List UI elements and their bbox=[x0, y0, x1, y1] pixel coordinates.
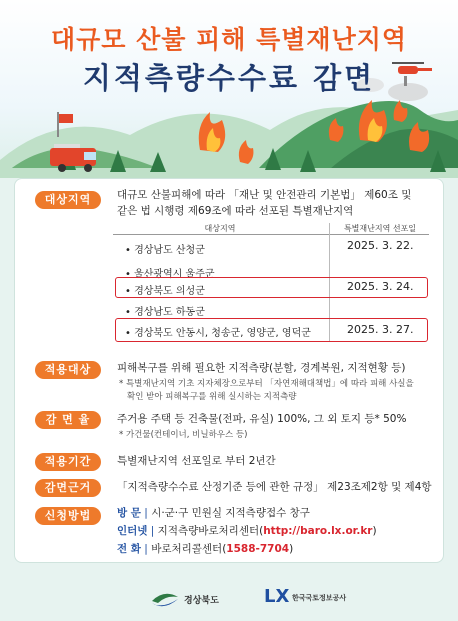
table-date: 2025. 3. 27. bbox=[347, 323, 414, 336]
apply-visit: 방 문 | 시·군·구 민원실 지적측량접수 창구 bbox=[117, 507, 310, 519]
apply-visit-val: 시·군·구 민원실 지적측량접수 창구 bbox=[151, 507, 310, 519]
section-label-apply: 신청방법 bbox=[35, 507, 101, 525]
apply-phone-key: 전 화 bbox=[117, 543, 141, 555]
scope-note-line2: 확인 받아 피해복구를 위해 실시하는 지적측량 bbox=[127, 392, 297, 402]
gyeongbuk-logo-icon bbox=[150, 589, 180, 609]
section-label-scope: 적용대상 bbox=[35, 361, 101, 379]
apply-phone-number[interactable]: 1588-7704 bbox=[226, 543, 290, 555]
title-line2: 지적측량수수료 감면 bbox=[82, 61, 376, 95]
section-label-discount: 감 면 율 bbox=[35, 411, 101, 429]
table-date: 2025. 3. 24. bbox=[347, 280, 414, 293]
table-date: 2025. 3. 22. bbox=[347, 239, 414, 252]
org2-name: 한국국토정보공사 bbox=[292, 594, 347, 602]
apply-internet-key: 인터넷 bbox=[117, 525, 148, 537]
region-table-header bbox=[113, 223, 429, 235]
table-row: • 경상남도 산청군 bbox=[125, 245, 205, 256]
section-label-period: 적용기간 bbox=[35, 453, 101, 471]
target-desc-line2: 같은 법 시행령 제69조에 따라 선포된 특별재난지역 bbox=[117, 205, 354, 217]
apply-phone: 전 화 | 바로처리콜센터(1588-7704) bbox=[117, 543, 294, 555]
apply-visit-key: 방 문 bbox=[117, 507, 141, 519]
org1-name: 경상북도 bbox=[184, 596, 219, 606]
table-row: • 경상북도 안동시, 청송군, 영양군, 영덕군 bbox=[125, 328, 311, 339]
table-row: • 경상남도 하동군 bbox=[125, 307, 205, 318]
footer bbox=[0, 578, 458, 621]
scope-note-line1: * 특별재난지역 기초 지자체장으로부터 「자연재해대책법」에 따라 피해 사실을 bbox=[119, 379, 414, 389]
lx-logo: LX bbox=[264, 586, 290, 607]
apply-internet-end: ) bbox=[372, 525, 377, 537]
hero-banner bbox=[0, 0, 458, 178]
apply-phone-end: ) bbox=[289, 543, 294, 555]
table-header-date: 특별재난지역 선포일 bbox=[343, 224, 417, 233]
section-label-basis: 감면근거 bbox=[35, 479, 101, 497]
table-row: • 울산광역시 울주군 bbox=[125, 269, 215, 280]
discount-note: * 가건물(컨테이너, 비닐하우스 등) bbox=[119, 430, 248, 440]
table-header-region: 대상지역 bbox=[204, 224, 236, 233]
apply-internet-val: 지적측량바로처리센터( bbox=[157, 525, 264, 537]
title-line1: 대규모 산불 피해 특별재난지역 bbox=[50, 25, 408, 54]
period-desc: 특별재난지역 선포일로 부터 2년간 bbox=[117, 455, 276, 467]
table-row: • 경상북도 의성군 bbox=[125, 286, 205, 297]
target-desc-line1: 대규모 산불피해에 따라 「재난 및 안전관리 기본법」 제60조 및 bbox=[117, 189, 412, 201]
apply-internet: 인터넷 | 지적측량바로처리센터(http://baro.lx.or.kr) bbox=[117, 525, 377, 537]
scope-desc: 피해복구를 위해 필요한 지적측량(분할, 경계복원, 지적현황 등) bbox=[117, 362, 406, 374]
apply-internet-url[interactable]: http://baro.lx.or.kr bbox=[263, 525, 373, 537]
apply-phone-val: 바로처리콜센터( bbox=[151, 543, 227, 555]
basis-desc: 「지적측량수수료 산정기준 등에 관한 규정」 제23조제2항 및 제4항 bbox=[117, 481, 432, 493]
discount-desc: 주거용 주택 등 건축물(전파, 유실) 100%, 그 외 토지 등* 50% bbox=[117, 413, 407, 425]
section-label-target: 대상지역 bbox=[35, 191, 101, 209]
info-card bbox=[14, 178, 444, 563]
